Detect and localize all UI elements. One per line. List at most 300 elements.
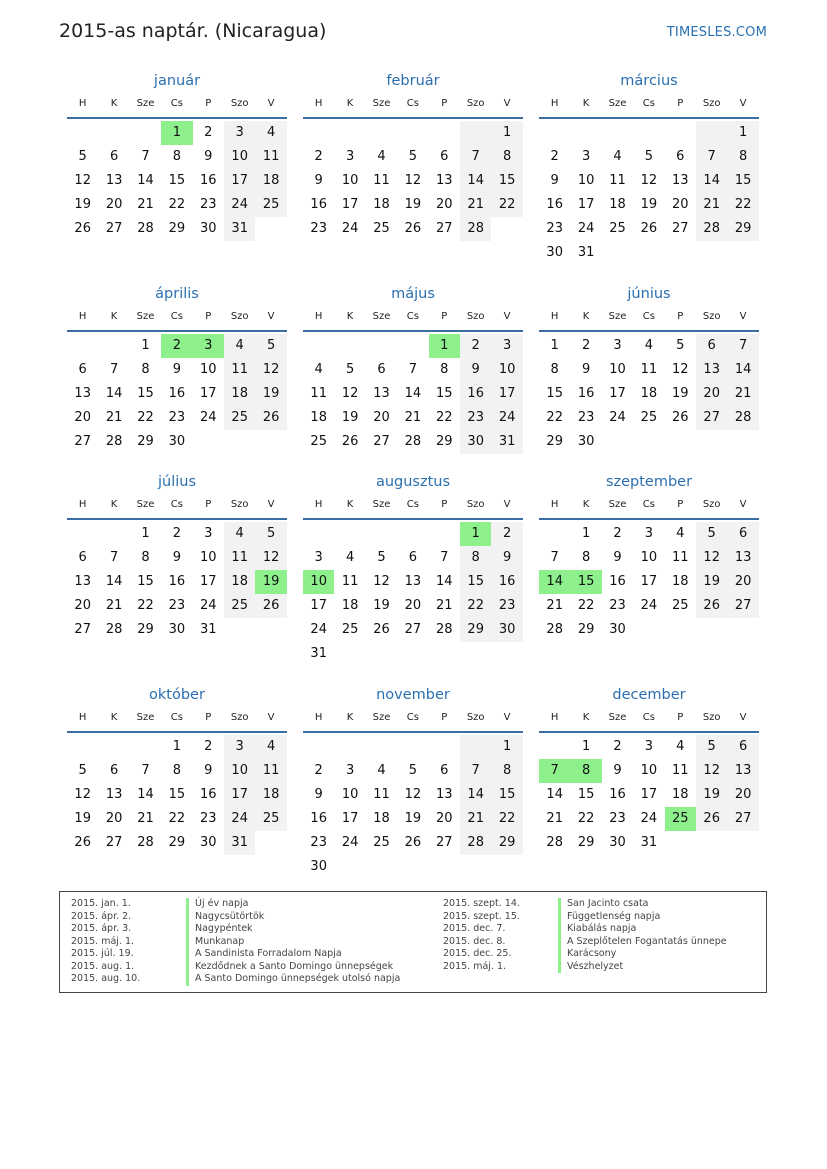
weekday-label: Sze (136, 98, 155, 109)
day-cell: 23 (200, 197, 217, 212)
empty-day-cell (696, 241, 727, 265)
empty-day-cell (67, 334, 98, 358)
weekday-label: P (441, 712, 448, 723)
day-cell: 10 (491, 358, 522, 382)
day-cell: 27 (436, 221, 453, 236)
day-cell: 2 (460, 334, 491, 358)
day-cell: 7 (109, 362, 119, 377)
empty-day-cell (366, 735, 397, 759)
day-cell: 10 (640, 763, 658, 778)
month-name: november (376, 687, 450, 703)
weekday-label: K (346, 499, 354, 510)
day-cell: 3 (581, 149, 591, 164)
weekday-header (67, 311, 287, 327)
weekday-label: Sze (372, 98, 391, 109)
day-cell: 1 (172, 739, 182, 754)
day-cell: 8 (141, 550, 150, 565)
weekday-label: H (78, 98, 87, 109)
empty-day-cell (397, 334, 428, 358)
day-cell: 26 (404, 835, 422, 850)
header-rule (539, 518, 759, 520)
holiday-day-cell: 7 (539, 759, 570, 783)
empty-day-cell (397, 522, 428, 546)
header-rule (303, 518, 523, 520)
day-cell: 28 (404, 434, 422, 449)
month-name: május (391, 286, 435, 302)
day-cell: 13 (696, 358, 727, 382)
empty-day-cell (334, 642, 365, 666)
day-cell: 18 (310, 410, 327, 425)
legend-date: 2015. máj. 1. (71, 935, 135, 947)
day-cell: 27 (74, 622, 91, 637)
day-cell: 31 (224, 217, 255, 241)
day-cell: 8 (172, 149, 182, 164)
empty-day-cell (224, 618, 255, 642)
day-cell: 22 (137, 410, 154, 425)
day-cell: 24 (224, 807, 255, 831)
day-cell: 18 (341, 598, 359, 613)
weekday-label: Cs (642, 712, 655, 723)
day-cell: 18 (255, 783, 286, 807)
day-cell: 5 (408, 763, 418, 778)
day-cell: 21 (546, 598, 563, 613)
weekday-label: K (110, 712, 118, 723)
day-cell: 26 (640, 221, 658, 236)
weekday-label: K (582, 499, 590, 510)
day-cell: 18 (672, 787, 689, 802)
empty-day-cell (303, 522, 334, 546)
weekday-label: H (550, 712, 559, 723)
day-cell: 23 (609, 598, 626, 613)
weekday-label: P (205, 499, 212, 510)
day-cell: 15 (137, 574, 154, 589)
empty-day-cell (397, 855, 428, 879)
day-cell: 11 (640, 362, 658, 377)
empty-day-cell (696, 831, 727, 855)
empty-day-cell (397, 642, 428, 666)
day-cell: 21 (546, 811, 563, 826)
weekday-label: Szo (466, 712, 485, 723)
day-cell: 4 (314, 362, 323, 377)
holiday-day-cell: 1 (429, 334, 460, 358)
weekday-label: Szo (702, 98, 721, 109)
day-cell: 4 (676, 739, 685, 754)
day-cell: 8 (172, 763, 182, 778)
day-cell: 4 (345, 550, 355, 565)
day-cell: 23 (609, 811, 626, 826)
day-cell: 24 (640, 811, 658, 826)
day-cell: 16 (168, 386, 186, 401)
day-cell: 13 (436, 787, 453, 802)
weekday-label: Cs (406, 499, 419, 510)
day-cell: 20 (727, 570, 758, 594)
day-cell: 11 (255, 145, 286, 169)
day-cell: 14 (460, 783, 491, 807)
weekday-label: Sze (136, 499, 155, 510)
day-cell: 17 (341, 197, 359, 212)
header-rule (303, 330, 523, 332)
day-cell: 19 (404, 197, 422, 212)
day-cell: 28 (546, 835, 563, 850)
weekday-label: Sze (136, 311, 155, 322)
day-cell: 27 (727, 807, 758, 831)
legend-holiday-name: Nagycsütörtök (186, 911, 264, 924)
day-cell: 21 (404, 410, 422, 425)
day-cell: 20 (672, 197, 689, 212)
day-cell: 1 (491, 121, 522, 145)
weekday-label: Cs (642, 98, 655, 109)
day-cell: 28 (460, 217, 491, 241)
day-cell: 29 (460, 618, 491, 642)
day-cell: 26 (696, 807, 727, 831)
day-cell: 6 (109, 763, 119, 778)
day-cell: 10 (609, 362, 626, 377)
day-cell: 16 (310, 811, 327, 826)
day-cell: 22 (168, 197, 186, 212)
day-cell: 5 (696, 735, 727, 759)
weekday-label: Szo (702, 499, 721, 510)
day-cell: 12 (373, 574, 390, 589)
month-name: június (627, 286, 671, 302)
weekday-label: V (267, 98, 275, 109)
weekday-label: Sze (372, 499, 391, 510)
day-cell: 29 (168, 835, 186, 850)
empty-day-cell (67, 522, 98, 546)
day-cell: 3 (613, 338, 622, 353)
day-cell: 13 (672, 173, 689, 188)
day-cell: 7 (460, 145, 491, 169)
day-cell: 8 (727, 145, 758, 169)
day-cell: 30 (200, 835, 217, 850)
day-cell: 31 (200, 622, 217, 637)
weekday-label: P (677, 98, 684, 109)
day-cell: 22 (436, 410, 453, 425)
empty-day-cell (397, 735, 428, 759)
day-cell: 10 (577, 173, 595, 188)
weekday-label: Szo (702, 311, 721, 322)
day-cell: 24 (224, 193, 255, 217)
site-logo-link[interactable]: TIMESLES.COM (666, 25, 767, 40)
weekday-label: V (503, 712, 511, 723)
day-cell: 25 (341, 622, 359, 637)
empty-day-cell (665, 121, 696, 145)
day-cell: 14 (137, 787, 154, 802)
day-cell: 3 (491, 334, 522, 358)
header-rule (539, 330, 759, 332)
empty-day-cell (255, 217, 286, 241)
day-cell: 28 (137, 221, 154, 236)
holiday-day-cell: 14 (539, 570, 570, 594)
empty-day-cell (460, 642, 491, 666)
day-cell: 24 (341, 221, 359, 236)
day-cell: 20 (74, 410, 91, 425)
empty-day-cell (193, 430, 224, 454)
day-cell: 20 (373, 410, 390, 425)
weekday-label: P (441, 311, 448, 322)
day-cell: 30 (168, 622, 186, 637)
day-cell: 3 (314, 550, 323, 565)
day-cell: 2 (172, 526, 182, 541)
day-cell: 26 (74, 221, 91, 236)
empty-day-cell (602, 430, 633, 454)
day-cell: 1 (581, 739, 591, 754)
day-cell: 21 (696, 193, 727, 217)
weekday-label: Cs (642, 499, 655, 510)
day-cell: 19 (74, 197, 91, 212)
day-cell: 7 (109, 550, 119, 565)
day-cell: 17 (640, 574, 658, 589)
legend-date: 2015. aug. 10. (71, 973, 141, 984)
day-cell: 15 (491, 783, 522, 807)
empty-day-cell (727, 241, 758, 265)
day-cell: 26 (74, 835, 91, 850)
empty-day-cell (570, 121, 601, 145)
day-cell: 17 (200, 386, 217, 401)
day-cell: 27 (696, 406, 727, 430)
day-cell: 30 (200, 221, 217, 236)
weekday-header (67, 499, 287, 515)
day-cell: 26 (255, 594, 286, 618)
legend-date: 2015. júl. 19. (71, 948, 134, 959)
month-name: augusztus (375, 474, 451, 490)
day-cell: 25 (640, 410, 658, 425)
day-cell: 18 (373, 811, 390, 826)
day-cell: 23 (546, 221, 563, 236)
day-cell: 18 (672, 574, 689, 589)
day-cell: 24 (577, 221, 595, 236)
day-cell: 13 (105, 787, 123, 802)
weekday-label: K (582, 98, 590, 109)
weekday-label: Szo (702, 712, 721, 723)
day-cell: 21 (105, 598, 123, 613)
day-cell: 30 (609, 835, 626, 850)
day-cell: 7 (141, 763, 150, 778)
day-cell: 17 (640, 787, 658, 802)
day-cell: 23 (168, 598, 186, 613)
day-cell: 28 (546, 622, 563, 637)
empty-day-cell (727, 618, 758, 642)
month-name: szeptember (605, 474, 693, 490)
day-cell: 15 (546, 386, 563, 401)
day-cell: 5 (255, 334, 286, 358)
weekday-label: Sze (608, 98, 627, 109)
empty-day-cell (696, 121, 727, 145)
day-cell: 3 (204, 526, 213, 541)
empty-day-cell (727, 430, 758, 454)
weekday-label: K (346, 311, 354, 322)
day-cell: 11 (255, 759, 286, 783)
day-cell: 31 (224, 831, 255, 855)
month-name: március (620, 73, 678, 89)
holiday-day-cell: 1 (460, 522, 491, 546)
day-cell: 6 (440, 149, 449, 164)
day-cell: 13 (373, 386, 390, 401)
day-cell: 29 (727, 217, 758, 241)
day-cell: 12 (404, 173, 422, 188)
legend-date: 2015. dec. 7. (443, 923, 506, 934)
day-cell: 4 (377, 763, 386, 778)
empty-day-cell (303, 735, 334, 759)
day-cell: 6 (727, 522, 758, 546)
day-cell: 5 (676, 338, 685, 353)
empty-day-cell (460, 121, 491, 145)
day-cell: 31 (577, 245, 595, 260)
weekday-label: P (677, 499, 684, 510)
day-cell: 12 (640, 173, 658, 188)
day-cell: 6 (109, 149, 119, 164)
legend-holiday-name: A Szeplőtelen Fogantatás ünnepe (558, 936, 727, 949)
day-cell: 19 (696, 570, 727, 594)
day-cell: 9 (613, 550, 622, 565)
day-cell: 25 (373, 835, 390, 850)
month-name: december (612, 687, 686, 703)
day-cell: 21 (460, 193, 491, 217)
empty-day-cell (633, 241, 664, 265)
weekday-label: H (78, 712, 87, 723)
empty-day-cell (539, 735, 570, 759)
day-cell: 27 (373, 434, 390, 449)
weekday-label: Szo (230, 712, 249, 723)
day-cell: 8 (141, 362, 150, 377)
empty-day-cell (130, 121, 161, 145)
day-cell: 7 (141, 149, 150, 164)
day-cell: 16 (577, 386, 595, 401)
holiday-day-cell: 15 (570, 570, 601, 594)
day-cell: 1 (491, 735, 522, 759)
day-cell: 6 (377, 362, 386, 377)
day-cell: 13 (436, 173, 453, 188)
weekday-label: Szo (230, 499, 249, 510)
day-cell: 23 (310, 221, 327, 236)
day-cell: 7 (408, 362, 418, 377)
day-cell: 30 (546, 245, 563, 260)
legend-holiday-name: A Sandinista Forradalom Napja (186, 948, 342, 961)
empty-day-cell (429, 642, 460, 666)
day-cell: 15 (168, 787, 186, 802)
legend-holiday-name: Vészhelyzet (558, 961, 623, 974)
day-cell: 19 (341, 410, 359, 425)
holiday-day-cell: 2 (161, 334, 192, 358)
holiday-day-cell: 1 (161, 121, 192, 145)
day-cell: 27 (105, 835, 123, 850)
empty-day-cell (665, 618, 696, 642)
day-cell: 17 (341, 811, 359, 826)
legend-holiday-name: Kiabálás napja (558, 923, 636, 936)
weekday-label: Sze (608, 499, 627, 510)
empty-day-cell (255, 430, 286, 454)
day-cell: 5 (696, 522, 727, 546)
day-cell: 25 (373, 221, 390, 236)
day-cell: 24 (341, 835, 359, 850)
day-cell: 14 (696, 169, 727, 193)
day-cell: 28 (696, 217, 727, 241)
empty-day-cell (67, 121, 98, 145)
day-cell: 8 (460, 546, 491, 570)
day-cell: 12 (696, 546, 727, 570)
weekday-label: Sze (608, 712, 627, 723)
day-cell: 5 (345, 362, 355, 377)
weekday-label: K (346, 712, 354, 723)
weekday-label: K (346, 98, 354, 109)
day-cell: 26 (404, 221, 422, 236)
day-cell: 16 (200, 173, 217, 188)
day-cell: 27 (105, 221, 123, 236)
day-cell: 12 (74, 173, 91, 188)
day-cell: 16 (200, 787, 217, 802)
day-cell: 28 (105, 622, 123, 637)
legend-date: 2015. ápr. 3. (71, 923, 132, 934)
holiday-legend (59, 891, 767, 993)
day-cell: 21 (137, 197, 154, 212)
day-cell: 9 (314, 787, 323, 802)
weekday-label: K (110, 311, 118, 322)
empty-day-cell (334, 735, 365, 759)
day-cell: 14 (105, 386, 123, 401)
weekday-label: Sze (136, 712, 155, 723)
day-cell: 21 (436, 598, 453, 613)
day-cell: 28 (460, 831, 491, 855)
weekday-label: V (503, 499, 511, 510)
day-cell: 15 (436, 386, 453, 401)
day-cell: 9 (172, 362, 182, 377)
legend-date: 2015. szept. 14. (443, 898, 520, 909)
legend-date: 2015. ápr. 2. (71, 910, 132, 922)
day-cell: 14 (727, 358, 758, 382)
weekday-label: Szo (466, 98, 485, 109)
day-cell: 26 (696, 594, 727, 618)
day-cell: 3 (345, 763, 355, 778)
day-cell: 19 (404, 811, 422, 826)
empty-day-cell (460, 855, 491, 879)
weekday-label: H (78, 311, 87, 322)
day-cell: 10 (341, 787, 359, 802)
weekday-label: V (739, 499, 747, 510)
day-cell: 6 (676, 149, 685, 164)
day-cell: 21 (105, 410, 123, 425)
empty-day-cell (397, 121, 428, 145)
day-cell: 2 (204, 739, 213, 754)
empty-day-cell (491, 217, 522, 241)
day-cell: 3 (644, 739, 654, 754)
day-cell: 17 (200, 574, 217, 589)
day-cell: 24 (200, 598, 217, 613)
day-cell: 15 (727, 169, 758, 193)
weekday-label: P (441, 499, 448, 510)
day-cell: 15 (491, 169, 522, 193)
empty-day-cell (334, 121, 365, 145)
day-cell: 11 (609, 173, 626, 188)
day-cell: 23 (168, 410, 186, 425)
empty-day-cell (67, 735, 98, 759)
day-cell: 2 (204, 125, 213, 140)
empty-day-cell (665, 241, 696, 265)
weekday-label: P (441, 98, 448, 109)
weekday-label: H (314, 311, 323, 322)
day-cell: 5 (644, 149, 654, 164)
weekday-header (303, 712, 523, 728)
day-cell: 10 (224, 759, 255, 783)
day-cell: 5 (408, 149, 418, 164)
header-rule (67, 731, 287, 733)
day-cell: 2 (491, 522, 522, 546)
month-name: július (157, 474, 197, 490)
weekday-label: K (582, 311, 590, 322)
day-cell: 28 (436, 622, 453, 637)
day-cell: 20 (404, 598, 422, 613)
day-cell: 30 (310, 859, 327, 874)
day-cell: 25 (224, 594, 255, 618)
day-cell: 16 (460, 382, 491, 406)
